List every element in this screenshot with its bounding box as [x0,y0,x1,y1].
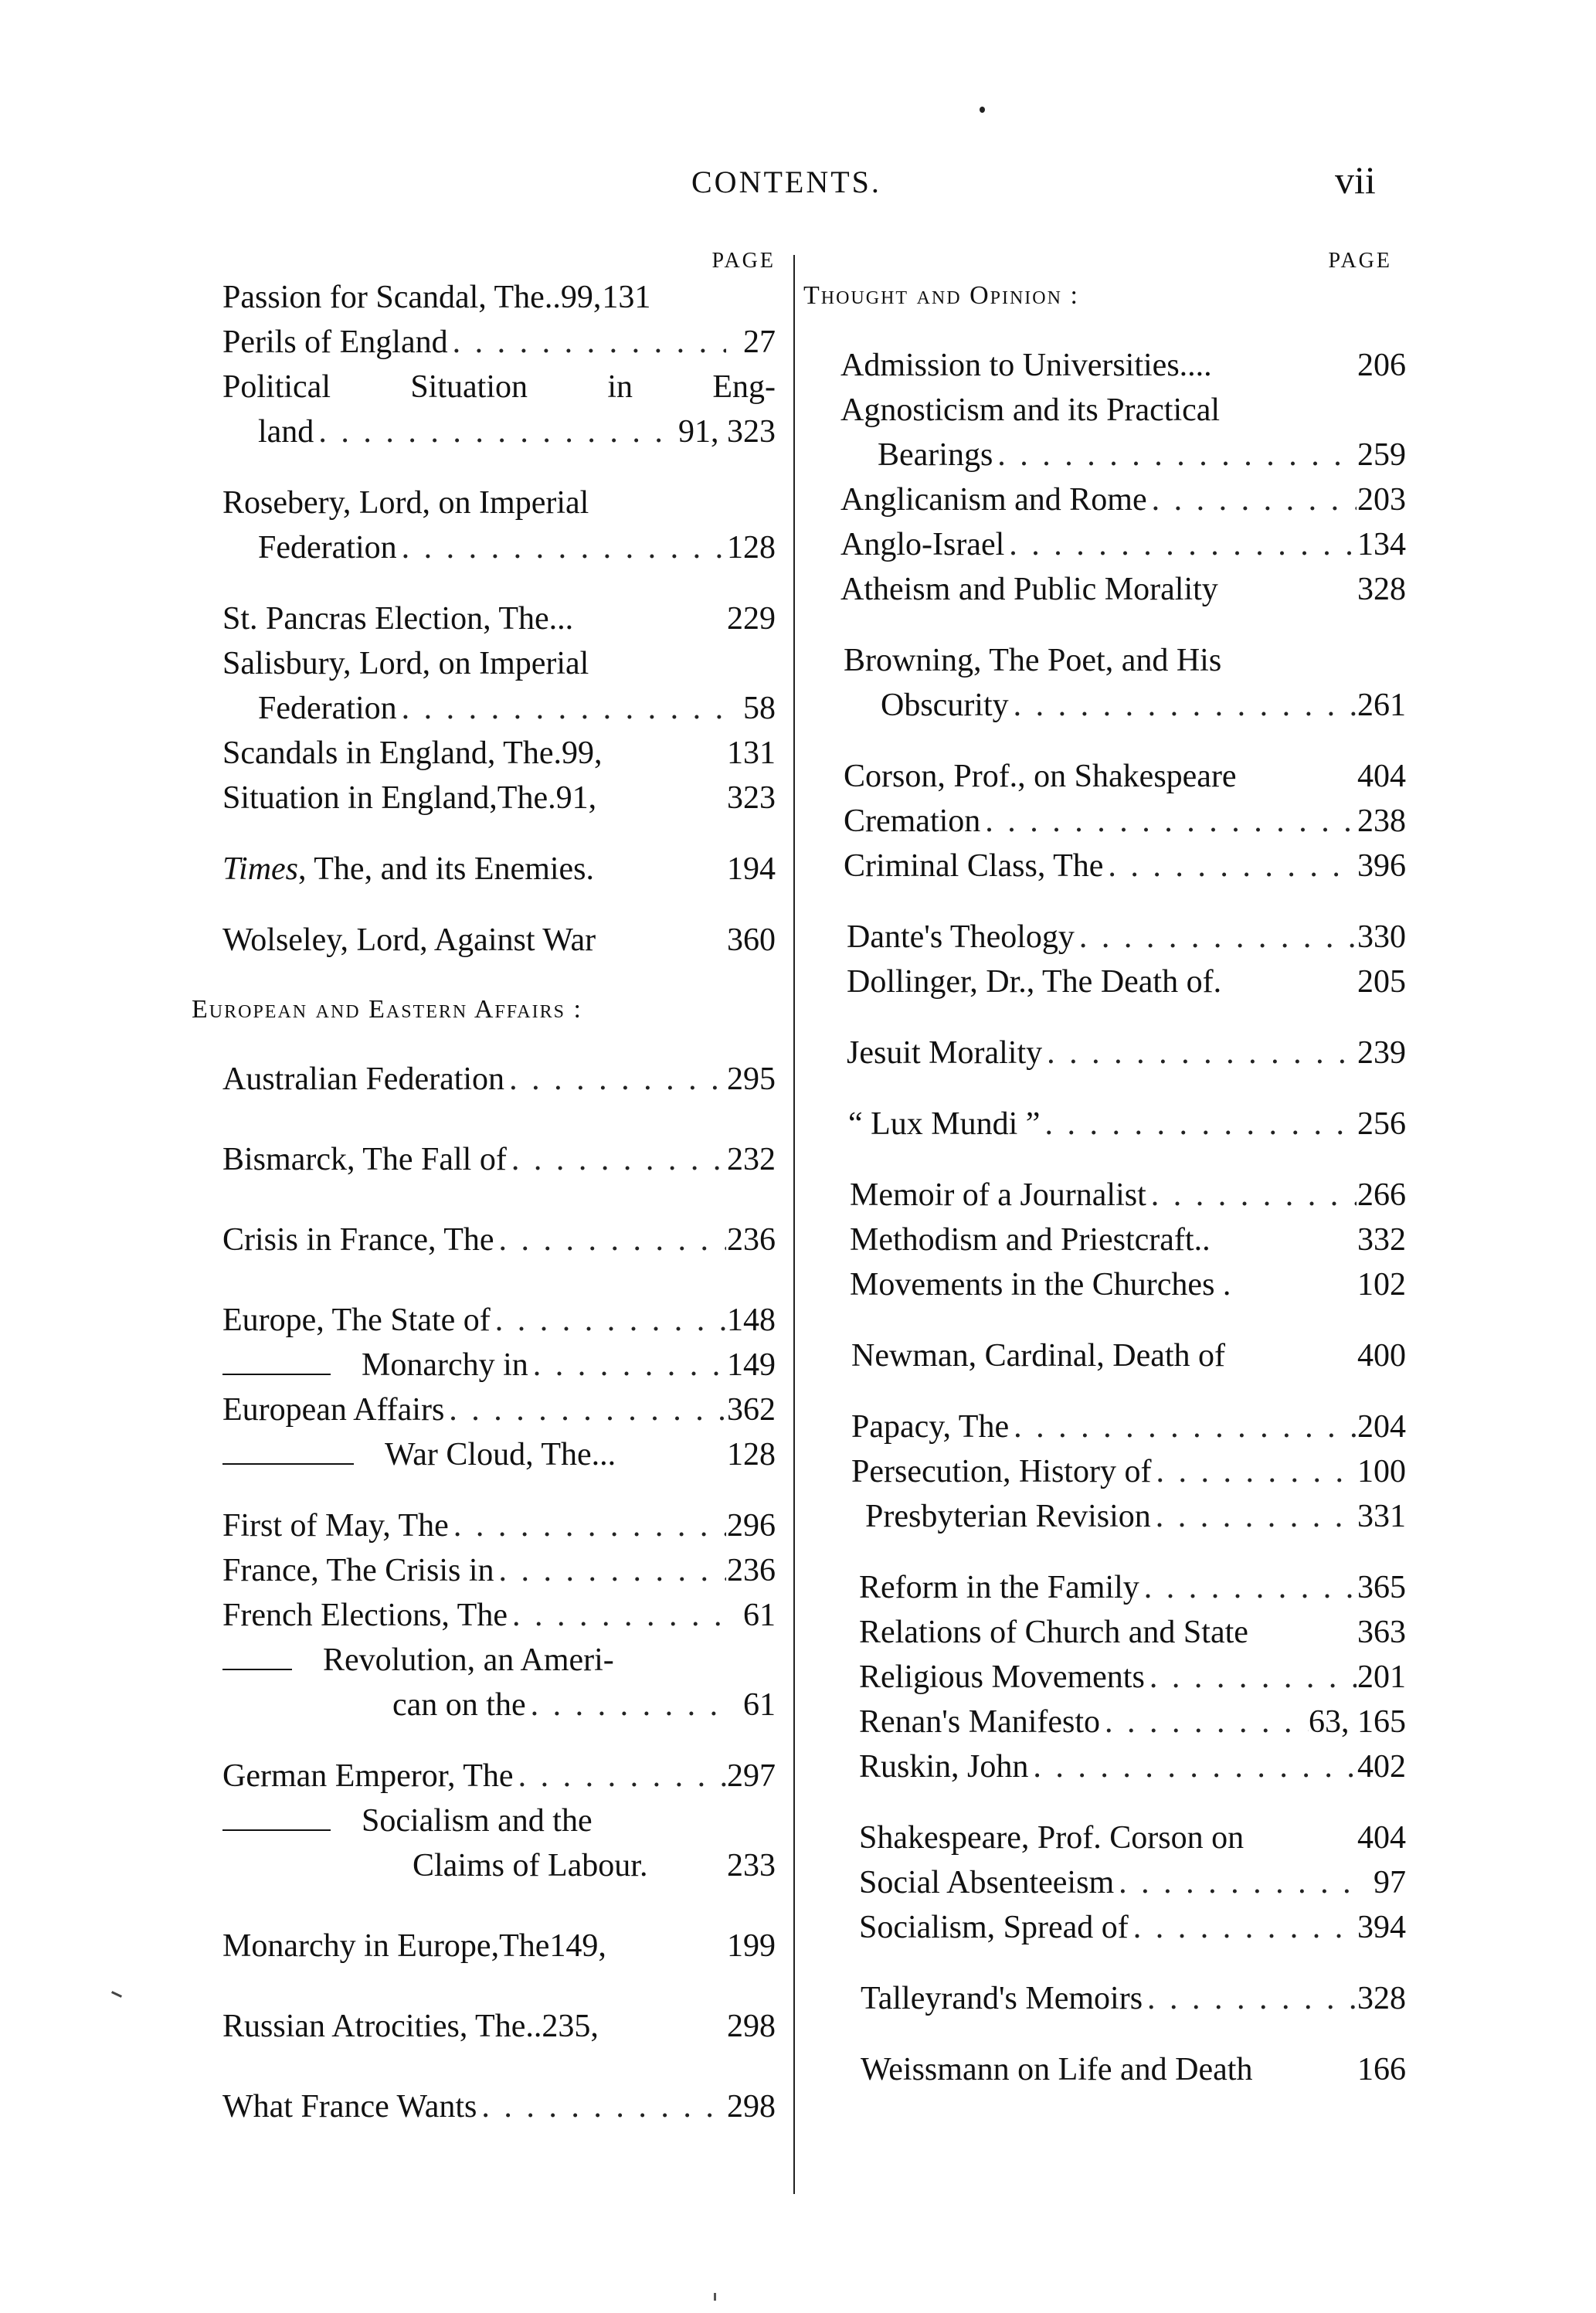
index-entry [222,1432,776,1477]
entry-title: “ Lux Mundi ” [848,1106,1041,1142]
entry-page: 328 [1357,572,1406,607]
index-group [222,1298,776,1477]
index-entry [222,365,776,409]
entry-page: 400 [1357,1338,1406,1374]
index-entry [222,1137,776,1182]
index-entry [222,731,776,776]
entry-page: 102 [1357,1267,1406,1303]
index-group [222,1137,776,1182]
entry-title: Atheism and Public Morality [840,572,1218,607]
entry-title: Passion for Scandal, The..99, [222,280,602,315]
index-entry [803,1905,1406,1950]
index-group [803,1565,1406,1789]
index-entry [803,388,1406,433]
index-entry [222,2004,776,2049]
index-entry [803,1700,1406,1744]
entry-title: Monarchy in [362,1347,528,1383]
entry-page: 128 [727,1437,776,1472]
right-column [803,247,1406,2092]
left-column [192,247,776,2129]
index-group [803,1333,1406,1378]
entry-page: 236 [727,1222,776,1258]
index-entry [803,567,1406,612]
index-entry [222,1798,776,1843]
entry-title: French Elections, The [222,1598,508,1633]
entry-page: 199 [727,1928,776,1964]
index-entry [803,1218,1406,1262]
entry-title: What France Wants [222,2089,477,2124]
entry-title: Socialism, Spread of [859,1910,1129,1945]
entry-page: 298 [727,2089,776,2124]
entry-title: Browning, The Poet, and His [844,643,1222,678]
entry-page: 194 [727,851,776,887]
index-group [222,1218,776,1262]
index-entry [803,2047,1406,2092]
entry-title: Ruskin, John [859,1749,1029,1785]
entry-page: 58 [743,691,776,726]
entry-title: Anglo-Israel [840,527,1005,562]
entry-title: Shakespeare, Prof. Corson on [859,1820,1245,1856]
entry-page: 238 [1357,803,1406,839]
entry-title: Movements in the Churches . [850,1267,1231,1303]
entry-page: 232 [727,1142,776,1177]
entry-title: Bearings [878,437,993,473]
entry-title: Presbyterian Revision [865,1499,1151,1534]
index-group [222,2004,776,2049]
index-entry [222,1924,776,1968]
index-entry [803,1655,1406,1700]
index-group [222,275,776,454]
entry-title: Situation in England,The.91, [222,780,597,816]
page-column-heading: PAGE [1328,249,1392,273]
entry-title: Monarchy in Europe,The149, [222,1928,606,1964]
index-entry [222,1843,776,1888]
entry-title: Dante's Theology [847,919,1075,955]
entry-page: 259 [1357,437,1406,473]
entry-title: Revolution, an Ameri- [323,1642,614,1678]
index-group [222,2084,776,2129]
index-entry [222,320,776,365]
index-entry [222,686,776,731]
entry-page: 239 [1357,1035,1406,1071]
entry-page: 149 [727,1347,776,1383]
index-entry [803,754,1406,799]
index-entry [222,1503,776,1548]
index-entry [803,844,1406,888]
entry-page: 100 [1357,1454,1406,1489]
entry-title: Cremation [844,803,981,839]
bottom-mark [714,2293,716,2301]
entry-title: Anglicanism and Rome [840,482,1147,518]
section-heading: Thought and Opinion : [803,281,1079,310]
index-entry [222,1638,776,1683]
index-entry [222,596,776,641]
entry-page: 365 [1357,1570,1406,1605]
entry-title: Reform in the Family [859,1570,1139,1605]
entry-title: European Affairs [222,1392,445,1428]
index-group [222,1754,776,1888]
index-entry [803,799,1406,844]
index-entry [222,1754,776,1798]
entry-page: 261 [1357,688,1406,723]
index-entry [222,1343,776,1387]
index-group [222,918,776,963]
index-group [803,1173,1406,1307]
entry-title: Obscurity [881,688,1009,723]
entry-page: 166 [1357,2052,1406,2087]
index-group [222,847,776,892]
entry-title: St. Pancras Election, The... [222,601,574,637]
index-entry [803,522,1406,567]
index-entry [803,1404,1406,1449]
index-group [222,1924,776,1968]
entry-title: Claims of Labour. [413,1848,648,1883]
entry-page: 205 [1357,964,1406,1000]
index-entry [222,1218,776,1262]
index-entry [803,1815,1406,1860]
ditto-dash [222,1669,292,1670]
entry-title: Salisbury, Lord, on Imperial [222,646,589,681]
entry-page: 360 [727,922,776,958]
page-number: vii [1335,158,1376,202]
entry-page: 404 [1357,1820,1406,1856]
entry-page: 233 [727,1848,776,1883]
page-column-heading: PAGE [711,249,776,273]
entry-page: 331 [1357,1499,1406,1534]
entry-title: Relations of Church and State [859,1615,1248,1650]
entry-title: Australian Federation [222,1061,505,1097]
index-entry [222,847,776,892]
section-heading: European and Eastern Affairs : [192,995,582,1024]
index-entry [803,1494,1406,1539]
entry-title: Jesuit Morality [847,1035,1043,1071]
entry-page: 91, 323 [678,414,776,450]
entry-title: Corson, Prof., on Shakespeare [844,759,1237,794]
index-entry [803,1860,1406,1905]
index-entry [803,477,1406,522]
entry-page: 296 [727,1508,776,1544]
entry-title: Russian Atrocities, The..235, [222,2009,599,2044]
entry-title: Rosebery, Lord, on Imperial [222,485,589,521]
entry-title: Renan's Manifesto [859,1704,1101,1740]
entry-title: Papacy, The [851,1409,1010,1445]
entry-page: 332 [1357,1222,1406,1258]
entry-title: Criminal Class, The [844,848,1104,884]
entry-title: Agnosticism and its Practical [840,392,1221,428]
entry-page: 330 [1357,919,1406,955]
index-entry [803,638,1406,683]
entry-page: 266 [1357,1177,1406,1213]
entry-title: Talleyrand's Memoirs [861,1981,1143,2016]
index-entry [222,525,776,570]
index-entry [222,481,776,525]
entry-page: 362 [727,1392,776,1428]
ink-speck [980,107,985,113]
entry-title-italic: Times [222,851,299,887]
index-group [803,638,1406,728]
index-group [222,596,776,820]
entry-title: Religious Movements [859,1659,1145,1695]
entry-page: 396 [1357,848,1406,884]
index-group [803,754,1406,888]
index-entry [222,1057,776,1102]
entry-page: 298 [727,2009,776,2044]
entry-page: 404 [1357,759,1406,794]
entry-page: 363 [1357,1615,1406,1650]
entry-page: 27 [743,324,776,360]
entry-title: Persecution, History of [851,1454,1152,1489]
index-entry [222,275,776,320]
index-entry [803,1744,1406,1789]
index-group [803,343,1406,612]
entry-page: 229 [727,601,776,637]
entry-page: 206 [1357,348,1406,383]
entry-page: 394 [1357,1910,1406,1945]
index-group [803,915,1406,1004]
index-entry [222,1548,776,1593]
margin-mark [111,1991,122,1998]
entry-title: First of May, The [222,1508,449,1544]
index-entry [803,1610,1406,1655]
entry-title: Crisis in France, The [222,1222,494,1258]
column-divider [793,255,795,2194]
index-group [803,1976,1406,2021]
index-group [803,1102,1406,1146]
entry-title: Newman, Cardinal, Death of [851,1338,1226,1374]
index-entry [803,1565,1406,1610]
entry-page: 131 [727,735,776,771]
index-entry [222,1387,776,1432]
entry-page: 61 [743,1598,776,1633]
entry-title: Europe, The State of [222,1303,491,1338]
entry-title: Bismarck, The Fall of [222,1142,507,1177]
entry-title: Weissmann on Life and Death [861,2052,1253,2087]
index-group [803,1404,1406,1539]
ditto-dash [222,1374,331,1375]
entry-title: Federation [258,691,397,726]
index-group [222,1057,776,1102]
entry-page: 61 [743,1687,776,1723]
index-entry [222,409,776,454]
entry-page: 134 [1357,527,1406,562]
index-entry [803,683,1406,728]
entry-page: 203 [1357,482,1406,518]
entry-page: 295 [727,1061,776,1097]
entry-page: 63, 165 [1309,1704,1406,1740]
index-group [222,1503,776,1727]
index-entry [222,776,776,820]
entry-page: 256 [1357,1106,1406,1142]
entry-title: Memoir of a Journalist [850,1177,1146,1213]
index-entry [222,641,776,686]
index-group [803,1815,1406,1950]
index-entry [803,1449,1406,1494]
entry-page: 148 [727,1303,776,1338]
page-title: CONTENTS. [691,165,881,199]
entry-page: 97 [1374,1865,1406,1900]
index-entry [803,1173,1406,1218]
index-entry [803,1262,1406,1307]
entry-title: Socialism and the [362,1803,593,1839]
index-entry [803,343,1406,388]
entry-page: 236 [727,1553,776,1588]
entry-title: Admission to Universities.... [840,348,1212,383]
entry-page: 402 [1357,1749,1406,1785]
index-entry [803,915,1406,960]
entry-page: 204 [1357,1409,1406,1445]
index-entry [803,1102,1406,1146]
entry-title: Methodism and Priestcraft.. [850,1222,1211,1258]
entry-title: Political Situation in Eng- [222,369,776,405]
entry-page: 297 [727,1758,776,1794]
index-group [803,2047,1406,2092]
entry-page: 201 [1357,1659,1406,1695]
index-group [222,481,776,570]
index-entry [803,1031,1406,1075]
index-entry [222,1683,776,1727]
entry-title: Federation [258,530,397,566]
index-entry [222,1298,776,1343]
entry-title: Perils of England [222,324,448,360]
entry-title: land [258,414,314,450]
index-entry [803,960,1406,1004]
index-entry [222,2084,776,2129]
index-entry [803,1333,1406,1378]
running-head [0,155,1596,201]
index-entry [803,433,1406,477]
index-group [803,1031,1406,1075]
entry-page: 131 [602,280,651,315]
index-entry [803,1976,1406,2021]
entry-title: Dollinger, Dr., The Death of. [847,964,1222,1000]
entry-title: War Cloud, The... [385,1437,616,1472]
entry-title: Scandals in England, The.99, [222,735,603,771]
entry-title: German Emperor, The [222,1758,514,1794]
entry-title: Social Absenteeism [859,1865,1115,1900]
entry-title: France, The Crisis in [222,1553,494,1588]
entry-title: Wolseley, Lord, Against War [222,922,596,958]
entry-title: can on the [392,1687,526,1723]
ditto-dash [222,1829,331,1831]
entry-page: 128 [727,530,776,566]
index-entry [222,1593,776,1638]
index-entry [222,918,776,963]
entry-page: 323 [727,780,776,816]
ditto-dash [222,1463,354,1465]
entry-title: , The, and its Enemies. [298,851,595,887]
entry-page: 328 [1357,1981,1406,2016]
